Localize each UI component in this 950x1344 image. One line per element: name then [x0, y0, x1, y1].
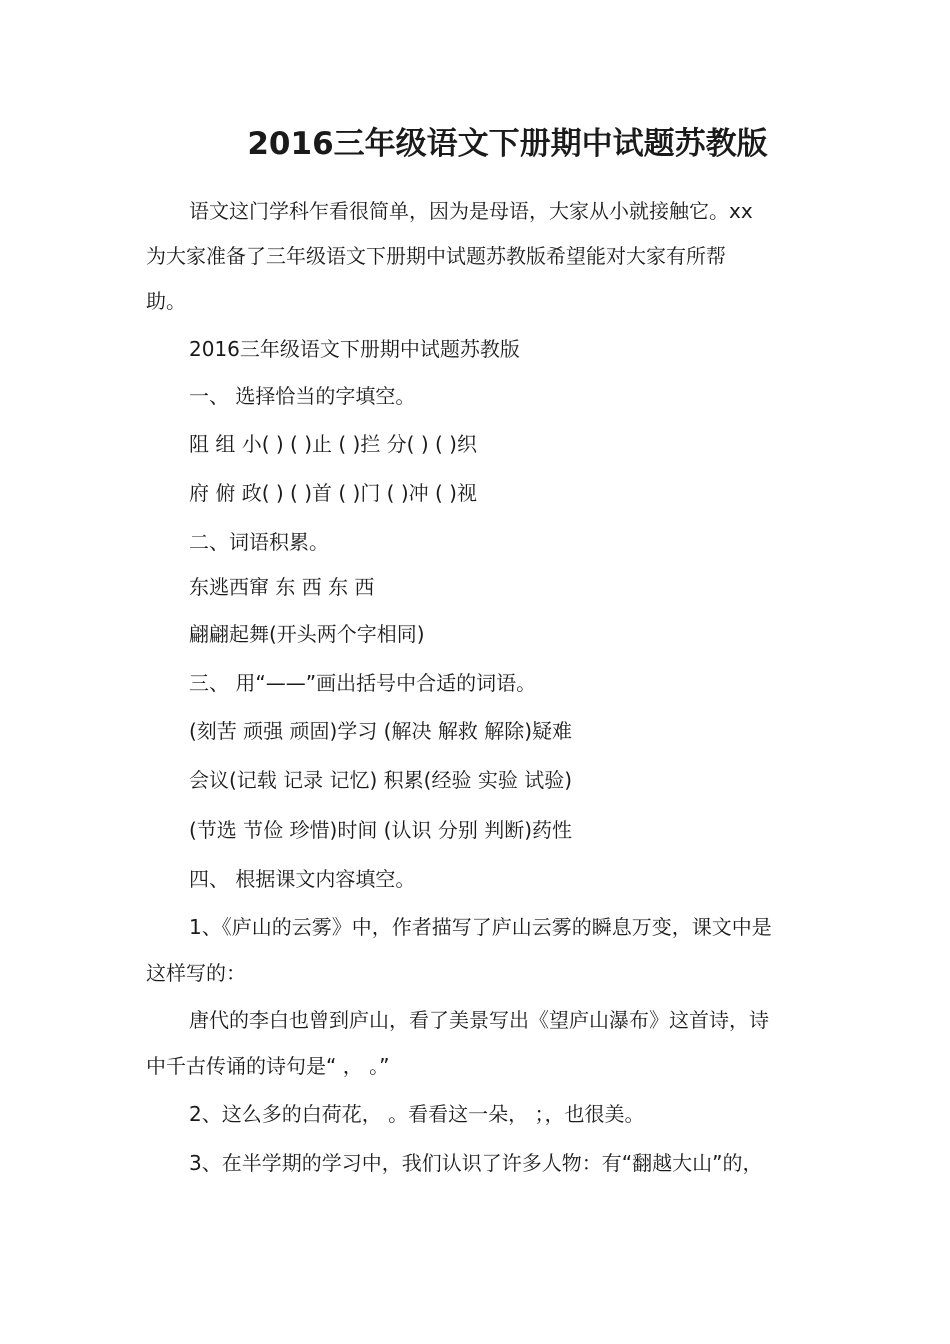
- paragraph-line: 语文这门学科乍看很简单，因为是母语，大家从小就接触它。xx: [189, 199, 753, 223]
- paragraph-line: 会议(记载 记录 记忆) 积累(经验 实验 试验): [189, 768, 572, 792]
- paragraph-line: 翩翩起舞(开头两个字相同): [189, 622, 425, 646]
- paragraph-line: 1、《庐山的云雾》中，作者描写了庐山云雾的瞬息万变，课文中是: [189, 915, 772, 939]
- paragraph-line: 为大家准备了三年级语文下册期中试题苏教版希望能对大家有所帮: [146, 244, 726, 268]
- paragraph-line: 阻 组 小( ) ( )止 ( )拦 分( ) ( )织: [189, 432, 477, 456]
- paragraph-line: 府 俯 政( ) ( )首 ( )门 ( )冲 ( )视: [189, 481, 477, 505]
- paragraph-line: (刻苦 顽强 顽固)学习 (解决 解救 解除)疑难: [189, 719, 572, 743]
- section-heading: 二、词语积累。: [189, 530, 329, 554]
- paragraph-line: 唐代的李白也曾到庐山，看了美景写出《望庐山瀑布》这首诗，诗: [189, 1008, 769, 1032]
- paragraph-line: 助。: [146, 289, 186, 313]
- paragraph-line: 2、这么多的白荷花， 。看看这一朵， ；，也很美。: [189, 1102, 645, 1126]
- section-heading: 一、 选择恰当的字填空。: [189, 384, 416, 408]
- paragraph-line: 3、在半学期的学习中，我们认识了许多人物：有“翻越大山”的，: [189, 1151, 763, 1175]
- paragraph-line: (节选 节俭 珍惜)时间 (认识 分别 判断)药性: [189, 818, 572, 842]
- paragraph-line: 东逃西窜 东 西 东 西: [189, 575, 375, 599]
- paragraph-line: 这样写的：: [146, 961, 246, 985]
- paragraph-line: 2016三年级语文下册期中试题苏教版: [189, 337, 520, 361]
- paragraph-line: 中千古传诵的诗句是“ ， 。”: [146, 1054, 390, 1078]
- section-heading: 三、 用“——”画出括号中合适的词语。: [189, 671, 537, 695]
- document-title: 2016三年级语文下册期中试题苏教版: [247, 126, 768, 162]
- section-heading: 四、 根据课文内容填空。: [189, 867, 416, 891]
